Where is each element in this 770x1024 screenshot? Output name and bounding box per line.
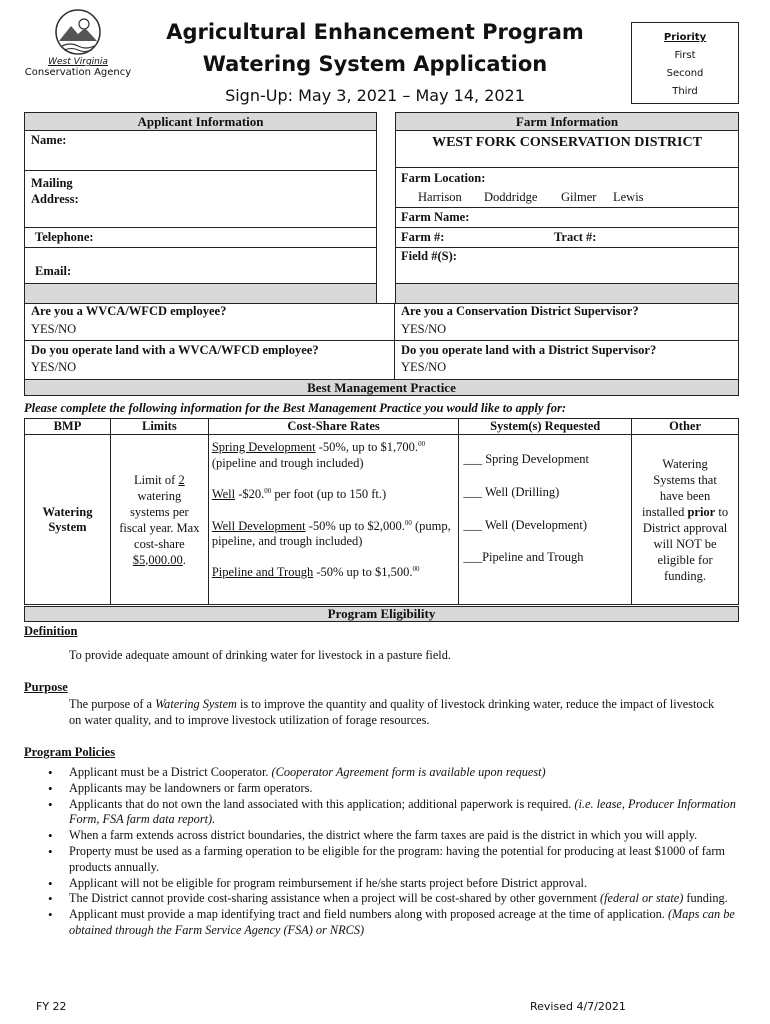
operate-supervisor-answer[interactable]: YES/NO [401,360,447,374]
logo-line-1: West Virginia [48,57,108,67]
agency-logo [22,8,134,82]
table-row [25,435,739,605]
column-header: Limits [110,419,208,435]
column-header: Cost-Share Rates [208,419,459,435]
farm-info-heading: Farm Information [515,114,619,129]
footer-fiscal-year: FY 22 [36,1000,67,1013]
list-item: • Applicant must provide a map identifying tract and field numbers along with proposed acreage at the time of application. (Maps can be obtained through the Farm Service Agency (FSA) or NRCS) [24,907,736,939]
list-item: • Applicant will not be eligible for program reimbursement if he/she starts project before District approval. [24,876,736,892]
county-option[interactable]: Doddridge [484,190,538,204]
system-option[interactable]: ___Pipeline and Trough [463,550,584,564]
column-header: Other [632,419,739,435]
operate-employee-answer[interactable]: YES/NO [31,360,77,374]
system-option[interactable]: ___ Well (Drilling) [463,485,560,499]
supervisor-question: Are you a Conservation District Supervisor? [401,304,639,318]
mailing-label: Mailing [31,176,73,190]
farm-number-label: Farm #: [401,230,445,244]
address-label: Address: [31,192,79,206]
farm-location-label: Farm Location: [401,171,486,185]
district-name: WEST FORK CONSERVATION DISTRICT [432,135,702,150]
priority-option[interactable]: Second [666,68,704,79]
telephone-label: Telephone: [35,230,94,244]
bmp-heading: Best Management Practice [307,380,456,395]
applicant-info-heading: Applicant Information [137,114,264,129]
logo-line-2: Conservation Agency [24,67,132,78]
county-option[interactable]: Harrison [418,190,462,204]
footer-revised: Revised 4/7/2021 [530,1000,626,1013]
program-title: Agricultural Enhancement Program [166,20,584,44]
system-option[interactable]: ___ Well (Development) [463,518,588,532]
policies-list [24,765,736,939]
column-header: System(s) Requested [459,419,632,435]
county-option[interactable]: Lewis [613,190,644,204]
definition-heading: Definition [24,624,78,638]
bmp-table [24,418,739,605]
bmp-name: Watering System [25,435,111,605]
purpose-text: The purpose of a Watering System is to improve the quantity and quality of livestock drinking water, reduce the impact of livestock on water quality, and to improve livestock utilization of forage resources. [69,697,715,727]
priority-label: Priority [663,32,707,43]
list-item: • Applicants that do not own the land associated with this application; additional paperwork is required. (i.e. lease, Producer Information Form, FSA farm data report). [24,797,736,829]
operate-employee-question: Do you operate land with a WVCA/WFCD employee? [31,343,319,357]
signup-dates: Sign-Up: May 3, 2021 – May 14, 2021 [225,86,525,105]
mountain-sun-icon [54,8,102,56]
list-item: • Applicant must be a District Cooperator. (Cooperator Agreement form is available upon request) [24,765,736,781]
employee-question: Are you a WVCA/WFCD employee? [31,304,227,318]
cost-share-cell [208,435,459,605]
operate-supervisor-question: Do you operate land with a District Supervisor? [401,343,657,357]
priority-option[interactable]: Third [672,86,698,97]
bmp-instruction: Please complete the following information for the Best Management Practice you would like to apply for: [24,401,566,415]
rate-spring: Spring Development -50%, up to $1,700.00 (pipeline and trough included) [211,439,426,470]
priority-box [631,22,739,104]
list-item: • Applicants may be landowners or farm operators. [24,781,736,797]
priority-option[interactable]: First [674,50,696,61]
county-option[interactable]: Gilmer [561,190,597,204]
systems-cell [459,435,632,605]
list-item: • Property must be used as a farming operation to be eligible for the program: having the potential for producing at least $1000 of farm products annually. [24,844,736,876]
name-label: Name: [31,133,67,147]
eligibility-heading: Program Eligibility [327,606,436,621]
farm-name-label: Farm Name: [401,210,470,224]
bmp-header-row [25,419,739,435]
system-option[interactable]: ___ Spring Development [463,452,590,466]
column-header: BMP [25,419,111,435]
purpose-heading: Purpose [24,680,68,694]
list-item: • The District cannot provide cost-sharing assistance when a project will be cost-shared by other government (federal or state) funding. [24,891,736,907]
tract-number-label: Tract #: [554,230,597,244]
list-item: • When a farm extends across district boundaries, the district where the farm taxes are paid is the district in which you will apply. [24,828,736,844]
rate-well: Well -$20.00 per foot (up to 150 ft.) [211,486,387,501]
email-label: Email: [35,264,72,278]
definition-text: To provide adequate amount of drinking water for livestock in a pasture field. [69,648,451,662]
employee-answer[interactable]: YES/NO [31,322,77,336]
rate-well-development: Well Development -50% up to $2,000.00 (pump, pipeline, and trough included) [211,518,451,548]
applicant-info-box [24,112,377,304]
rate-pipeline: Pipeline and Trough -50% up to $1,500.00 [211,564,420,579]
supervisor-answer[interactable]: YES/NO [401,322,447,336]
field-number-label: Field #(S): [401,249,457,263]
application-title: Watering System Application [202,52,548,76]
other-cell: Watering Systems that have been installed prior to District approval will NOT be eligible for funding. [632,435,739,605]
limits-cell: Limit of 2 watering systems per fiscal year. Max cost-share $5,000.00. [110,435,208,605]
policies-heading: Program Policies [24,745,116,759]
